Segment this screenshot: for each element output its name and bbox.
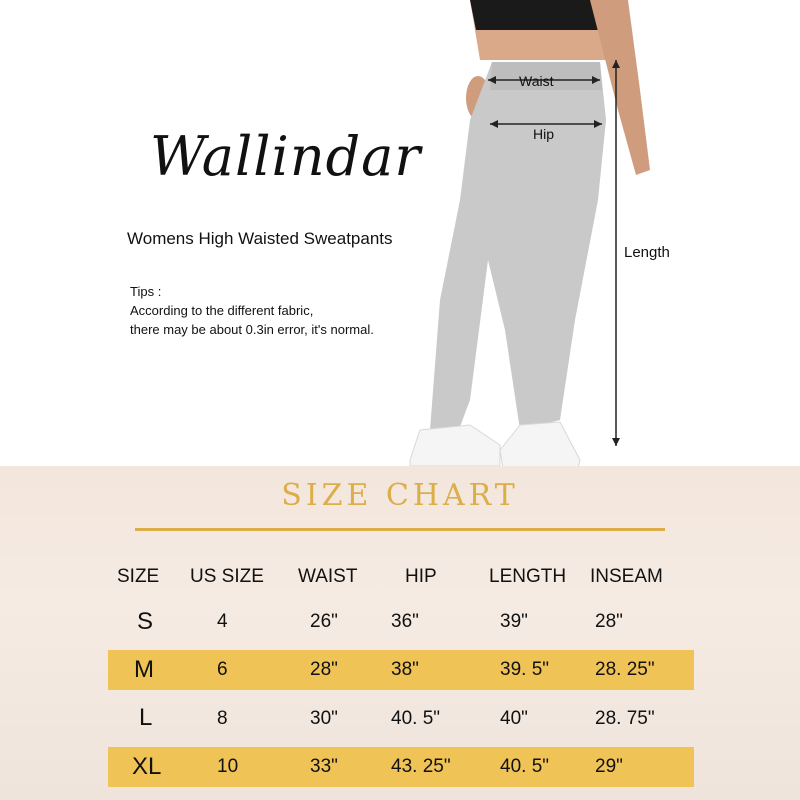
waist-label: Waist: [519, 73, 554, 89]
inseam-cell: 28. 75": [595, 708, 655, 729]
header-waist: WAIST: [298, 566, 358, 587]
header-hip: HIP: [405, 566, 437, 587]
product-subtitle: Womens High Waisted Sweatpants: [127, 229, 393, 248]
size-cell: M: [134, 656, 154, 683]
length-cell: 39. 5": [500, 659, 550, 680]
hip-label: Hip: [533, 126, 555, 142]
length-cell: 40. 5": [500, 756, 550, 777]
waist-cell: 30": [310, 708, 338, 729]
waist-cell: 26": [310, 611, 338, 632]
tips-line: there may be about 0.3in error, it's normal.: [130, 322, 374, 337]
waist-cell: 28": [310, 659, 338, 680]
length-cell: 40": [500, 708, 528, 729]
header-size: SIZE: [117, 566, 160, 587]
header-us-size: US SIZE: [190, 566, 264, 587]
brand-logo: Wallindar: [150, 125, 422, 188]
size-cell: S: [137, 608, 154, 635]
tips-line: According to the different fabric,: [130, 303, 314, 318]
hip-cell: 43. 25": [391, 756, 451, 777]
us-size-cell: 4: [217, 611, 228, 632]
size-chart-title: SIZE CHART: [281, 478, 519, 513]
inseam-cell: 29": [595, 756, 623, 777]
header-inseam: INSEAM: [590, 566, 663, 587]
tips-block: [130, 282, 374, 339]
waist-cell: 33": [310, 756, 338, 777]
length-label: Length: [624, 244, 670, 261]
us-size-cell: 6: [217, 659, 228, 680]
size-cell: L: [139, 704, 153, 731]
hip-cell: 40. 5": [391, 708, 441, 729]
size-cell: XL: [132, 753, 162, 780]
us-size-cell: 10: [217, 756, 239, 777]
title-divider: [135, 528, 665, 531]
inseam-cell: 28": [595, 611, 623, 632]
length-cell: 39": [500, 611, 528, 632]
hip-cell: 36": [391, 611, 419, 632]
header-length: LENGTH: [489, 566, 567, 587]
hip-cell: 38": [391, 659, 419, 680]
inseam-cell: 28. 25": [595, 659, 655, 680]
tips-heading: Tips :: [130, 284, 162, 299]
us-size-cell: 8: [217, 708, 228, 729]
